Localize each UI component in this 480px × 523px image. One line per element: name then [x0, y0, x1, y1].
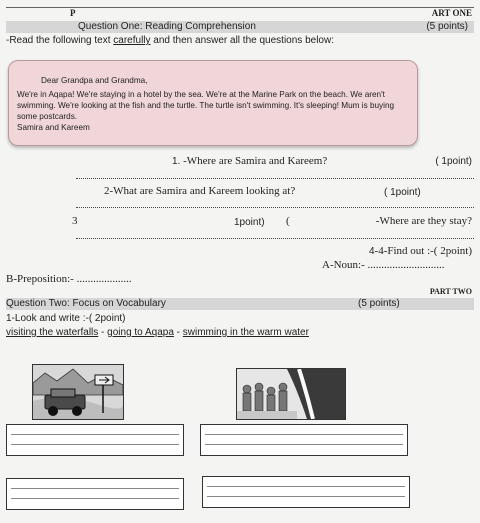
instruction-emphasis: carefully: [113, 35, 151, 46]
question-1: [172, 155, 327, 167]
answer-line-1[interactable]: [76, 178, 474, 179]
q1-title: Question One: Reading Comprehension: [78, 21, 256, 32]
header-left-mark: P: [70, 8, 76, 18]
jeep-illustration: [33, 365, 123, 419]
question-1-points: ( 1point): [435, 156, 472, 167]
q2-task: 1-Look and write :-( 2point): [6, 313, 126, 324]
letter-signature: Samira and Kareem: [17, 123, 90, 132]
word-bank-sep: -: [173, 327, 183, 338]
q1-instruction: [6, 35, 334, 46]
question-4-prefix: 4: [368, 246, 375, 257]
part-two-label: PART TWO: [429, 287, 472, 296]
letter-greeting: Dear Grandpa and Grandma,: [41, 76, 148, 85]
waterfall-illustration: [237, 369, 345, 419]
question-3-number: 3: [72, 215, 78, 227]
answer-line-2[interactable]: [76, 207, 474, 208]
word-bank-phrase-1: visiting the waterfalls: [6, 327, 99, 338]
letter-line-1: We're in Aqapa! We're staying in a hotel by the sea. We're at the Marine Park on the beach. We aren't: [17, 90, 385, 99]
noun-prompt: A-Noun:- ............................: [322, 259, 445, 271]
question-3-points: 1point): [234, 217, 265, 228]
instruction-post: and then answer all the questions below:: [150, 35, 334, 46]
question-2-points: ( 1point): [384, 187, 421, 198]
top-rule: [6, 7, 474, 8]
picture-jeep-aqapa: [32, 364, 124, 420]
letter-line-2: swimming. We're looking at the fish and the turtle. The turtle isn't swimming. It's sleeping! Mum is buying: [17, 101, 395, 110]
writing-line: [205, 444, 403, 445]
writing-box-4[interactable]: [202, 476, 410, 508]
writing-line: [11, 498, 179, 499]
picture-waterfalls: [236, 368, 346, 420]
word-bank-phrase-3: swimming in the warm water: [182, 327, 309, 338]
question-1-text: -Where are Samira and Kareem?: [183, 155, 328, 167]
writing-line: [205, 434, 403, 435]
writing-box-2[interactable]: [200, 424, 408, 456]
q1-points: (5 points): [426, 21, 468, 32]
word-bank: [6, 327, 309, 338]
writing-line: [207, 496, 405, 497]
letter-box: [8, 60, 418, 146]
question-3-paren: (: [286, 215, 290, 227]
question-4-text: -4-Find out :-( 2point): [374, 245, 472, 257]
q1-title-bar: [6, 21, 474, 33]
writing-box-3[interactable]: [6, 478, 184, 510]
q2-title-bar: [6, 298, 474, 310]
question-1-number: 1.: [172, 156, 181, 167]
writing-line: [11, 488, 179, 489]
question-4: [369, 245, 472, 257]
q2-title: Question Two: Focus on Vocabulary: [6, 298, 166, 309]
preposition-prompt: B-Preposition:- ....................: [6, 273, 132, 285]
header-right-mark: ART ONE: [431, 8, 472, 18]
q2-points: (5 points): [358, 298, 400, 309]
question-3-text: -Where are they stay?: [375, 215, 472, 227]
word-bank-phrase-2: going to Aqapa: [107, 327, 174, 338]
question-2-text: 2-What are Samira and Kareem looking at?: [104, 185, 296, 197]
writing-box-1[interactable]: [6, 424, 184, 456]
word-bank-sep: -: [98, 327, 108, 338]
letter-line-3: some postcards.: [17, 112, 78, 121]
instruction-pre: -Read the following text: [6, 35, 114, 46]
writing-line: [11, 434, 179, 435]
writing-line: [11, 444, 179, 445]
answer-line-3[interactable]: [76, 238, 474, 239]
writing-line: [207, 486, 405, 487]
